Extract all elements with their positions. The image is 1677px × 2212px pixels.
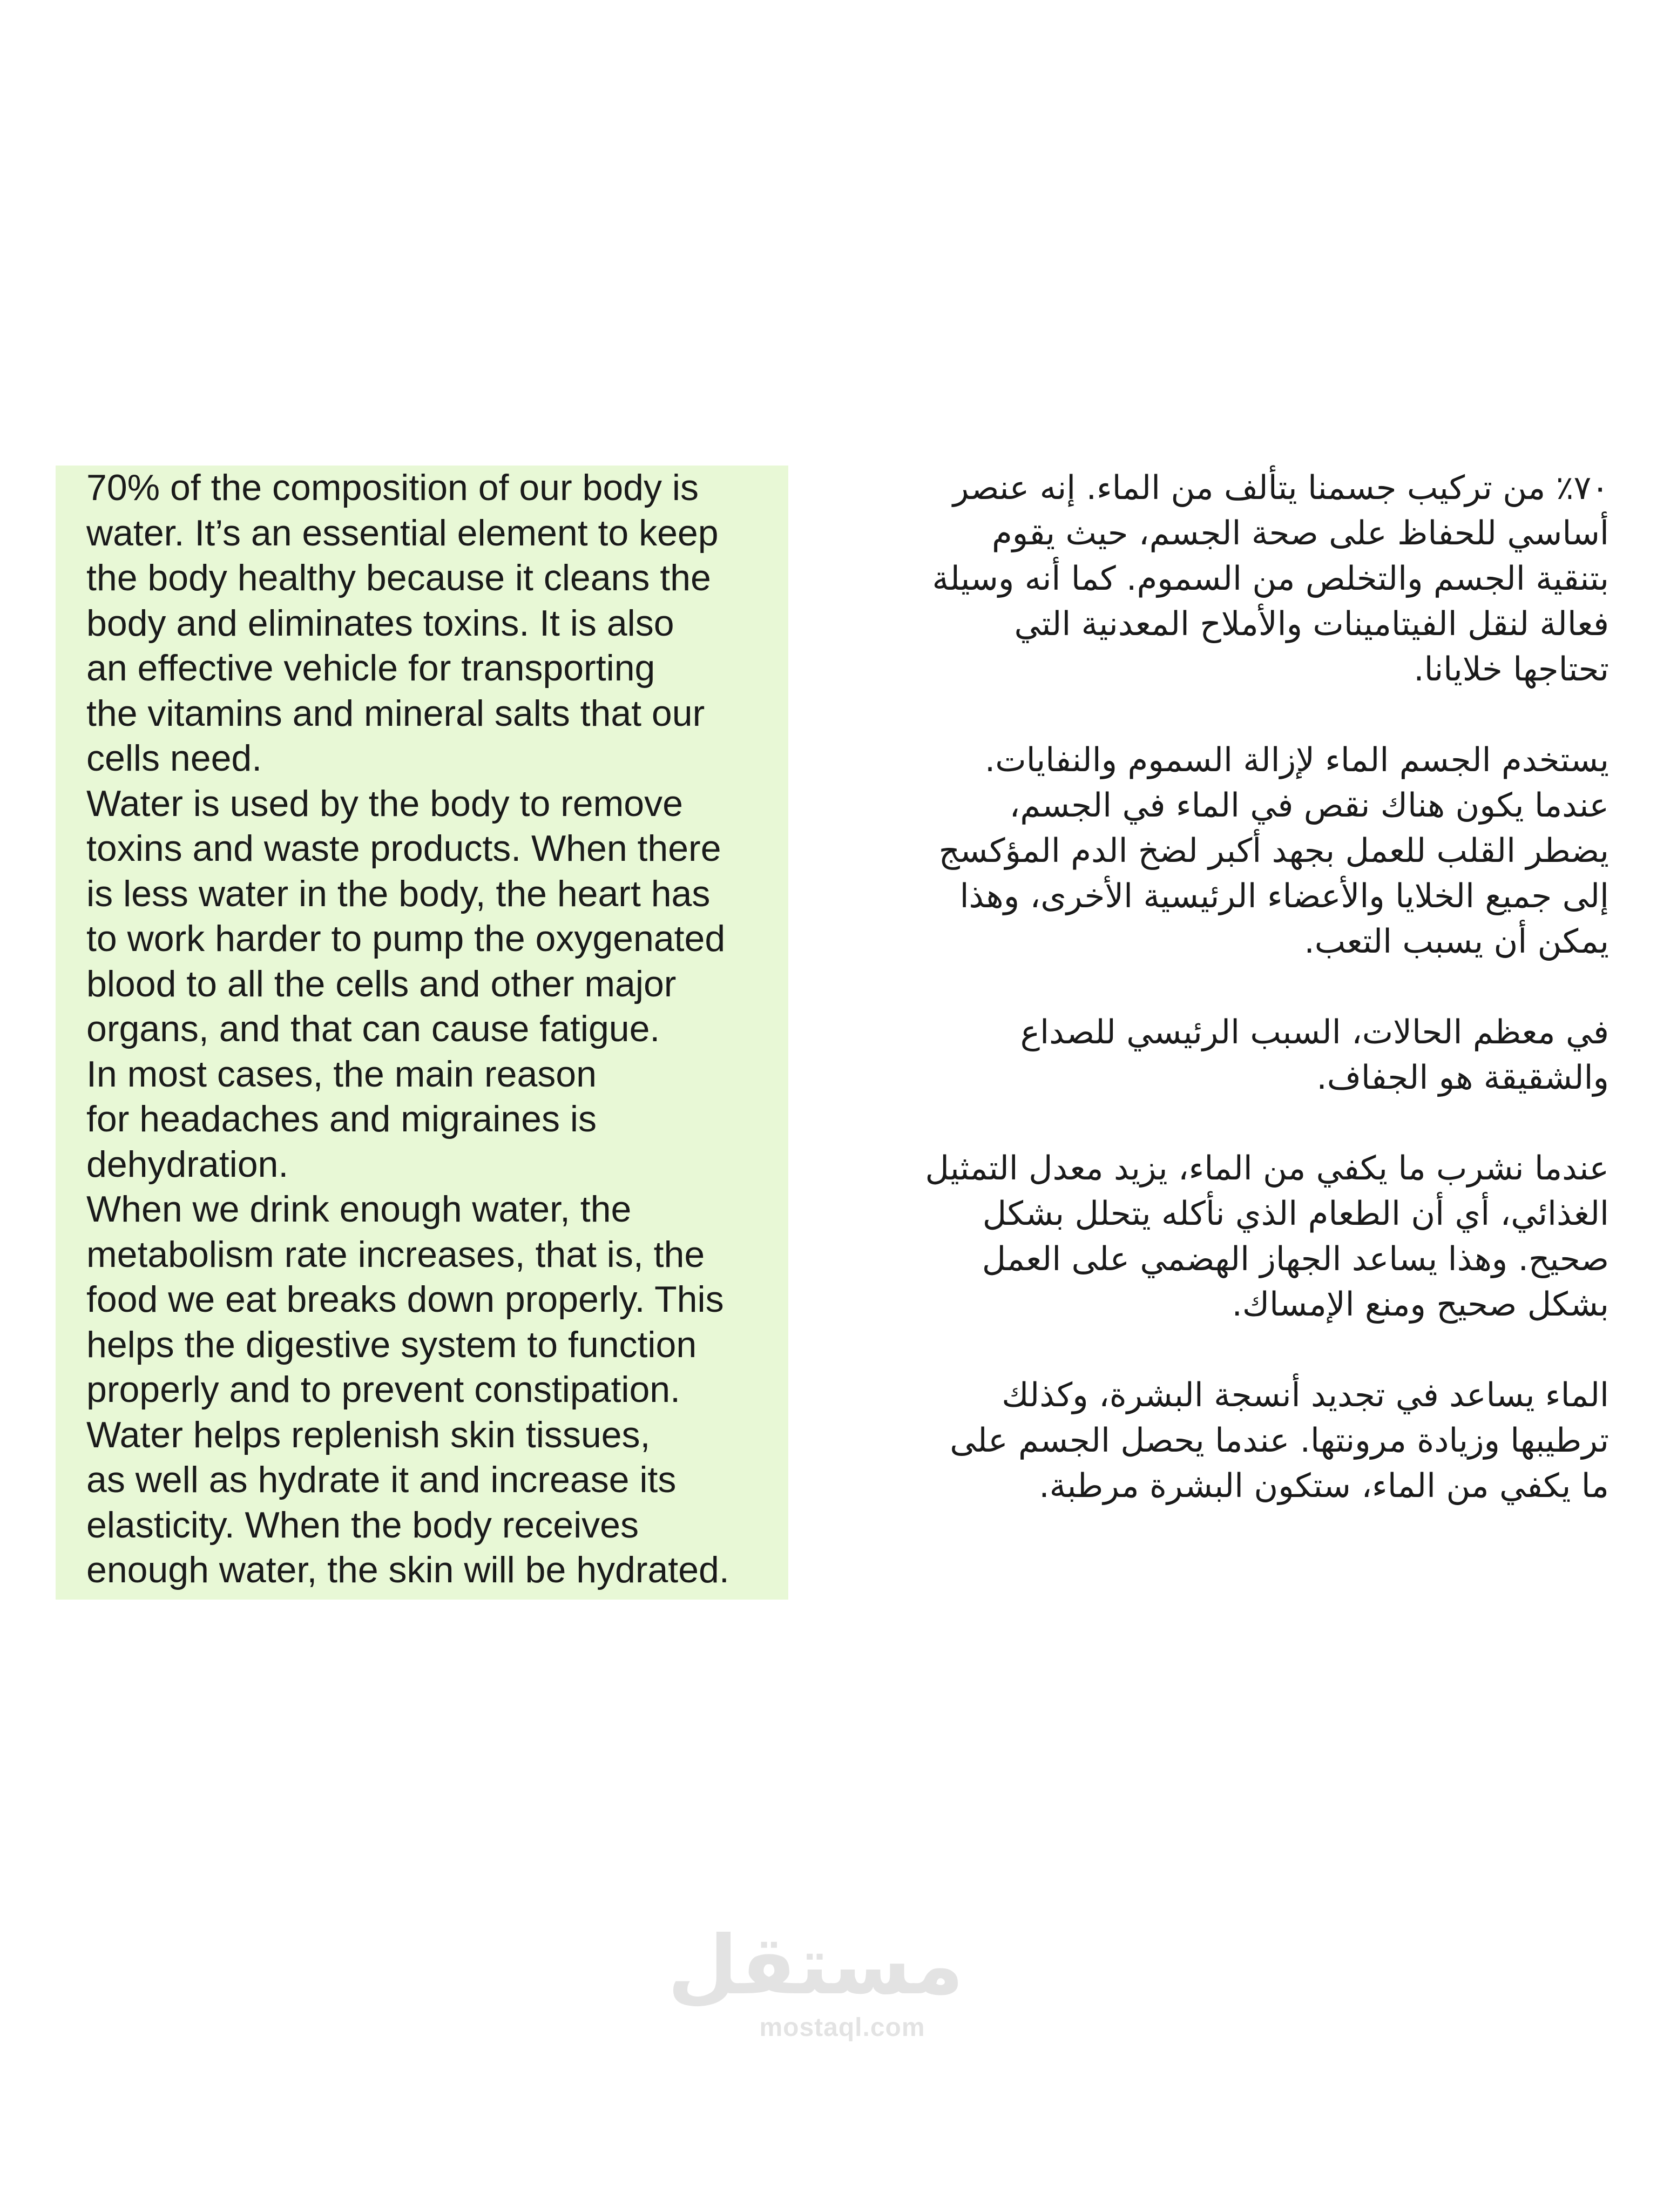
mostaql-watermark	[667, 1919, 964, 2049]
arabic-paragraph-5: الماء يساعد في تجديد أنسجة البشرة، وكذلك ترطيبها وزيادة مرونتها. عندما يحصل الجسم على ما يكفي من الماء، ستكون البشرة مرطبة.	[950, 1376, 1609, 1505]
english-paragraph-5: Water helps replenish skin tissues, as well as hydrate it and increase its elasticity. When the body receives enough water, the skin will be hydrated.	[86, 1414, 729, 1590]
arabic-paragraph-4: عندما نشرب ما يكفي من الماء، يزيد معدل التمثيل الغذائي، أي أن الطعام الذي نأكله يتحلل بشكل صحيح. وهذا يساعد الجهاز الهضمي على العمل بشكل صحيح ومنع الإمساك.	[925, 1149, 1609, 1324]
english-paragraph-3: In most cases, the main reason for headaches and migraines is dehydration.	[86, 1053, 597, 1185]
arabic-text-panel	[842, 466, 1609, 1600]
mostaql-logo: مستقل	[667, 1919, 964, 2013]
arabic-paragraph-2: يستخدم الجسم الماء لإزالة السموم والنفايات. عندما يكون هناك نقص في الماء في الجسم، يضطر القلب للعمل بجهد أكبر لضخ الدم المؤكسج إلى جميع الخلايا والأعضاء الرئيسية الأخرى، وهذا يمكن أن يسبب التعب.	[938, 741, 1609, 961]
english-paragraph-4: When we drink enough water, the metabolism rate increases, that is, the food we eat breaks down properly. This helps the digestive system to function properly and to prevent constipation.	[86, 1189, 724, 1410]
english-text-panel	[56, 466, 788, 1600]
mostaql-url: mostaql.com	[759, 2013, 925, 2042]
arabic-paragraph-3: في معظم الحالات، السبب الرئيسي للصداع والشقيقة هو الجفاف.	[1020, 1013, 1609, 1097]
english-paragraph-1: 70% of the composition of our body is water. It’s an essential element to keep the body healthy because it cleans the body and eliminates toxins. It is also an effective vehicle for transporting the vitamins and mineral salts that our cells need.	[86, 467, 719, 779]
english-paragraph-2: Water is used by the body to remove toxins and waste products. When there is less water in the body, the heart has to work harder to pump the oxygenated blood to all the cells and other major organs, and that can cause fatigue.	[86, 783, 726, 1049]
arabic-paragraph-1: ٧٠٪ من تركيب جسمنا يتألف من الماء. إنه عنصر أساسي للحفاظ على صحة الجسم، حيث يقوم بتنقية الجسم والتخلص من السموم. كما أنه وسيلة فعالة لنقل الفيتامينات والأملاح المعدنية التي تحتاجها خلايانا.	[932, 469, 1609, 689]
